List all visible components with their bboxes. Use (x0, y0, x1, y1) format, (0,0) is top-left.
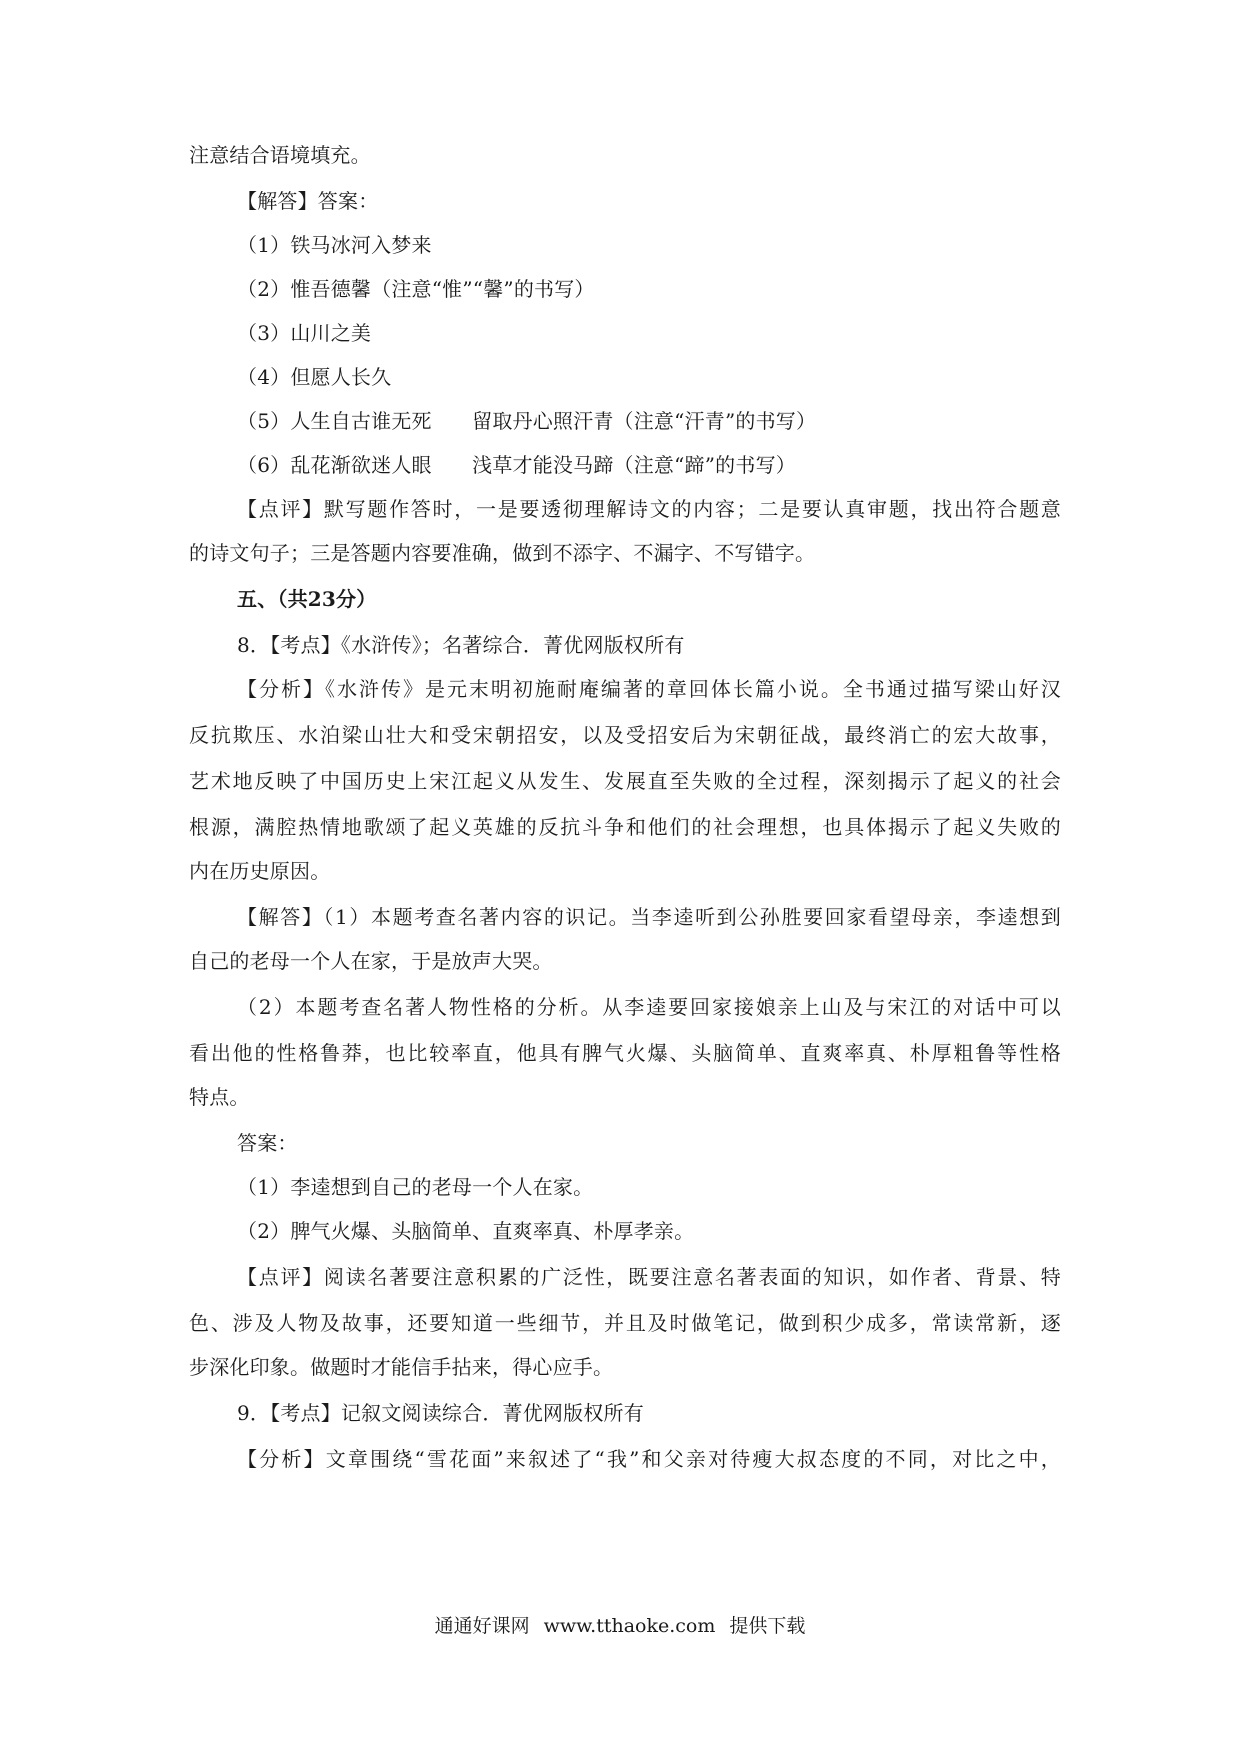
comment-paragraph: 【点评】阅读名著要注意积累的广泛性，既要注意名著表面的知识，如作者、背景、特 (237, 1265, 1061, 1289)
answer-heading: 【解答】答案： (237, 189, 379, 213)
list-item: （3）山川之美 (237, 321, 372, 345)
text-line: 的诗文句子；三是答题内容要准确，做到不添字、不漏字、不写错字。 (189, 541, 816, 565)
text-line: 注意结合语境填充。 (189, 143, 371, 167)
list-item: （6）乱花渐欲迷人眼 浅草才能没马蹄（注意“蹄”的书写） (237, 453, 796, 477)
section-heading: 五、（共23分） (237, 587, 377, 611)
answer-paragraph: 【解答】（1）本题考查名著内容的识记。当李逵听到公孙胜要回家看望母亲，李逵想到 (237, 905, 1061, 929)
text-line: 步深化印象。做题时才能信手拈来，得心应手。 (189, 1355, 614, 1379)
comment-paragraph: 【点评】默写题作答时，一是要透彻理解诗文的内容；二是要认真审题，找出符合题意 (237, 497, 1061, 521)
question-topic: 9．【考点】记叙文阅读综合．菁优网版权所有 (237, 1401, 644, 1425)
footer-site-name: 通通好课网 (434, 1615, 530, 1637)
list-item: （1）李逵想到自己的老母一个人在家。 (237, 1175, 594, 1199)
text-line: 自己的老母一个人在家，于是放声大哭。 (189, 949, 553, 973)
list-item: （5）人生自古谁无死 留取丹心照汗青（注意“汗青”的书写） (237, 409, 817, 433)
text-line: （2）本题考查名著人物性格的分析。从李逵要回家接娘亲上山及与宋江的对话中可以 (237, 995, 1061, 1019)
question-topic: 8．【考点】《水浒传》；名著综合．菁优网版权所有 (237, 633, 685, 657)
answer-heading: 答案： (237, 1131, 298, 1155)
text-line: 反抗欺压、水泊梁山壮大和受宋朝招安，以及受招安后为宋朝征战，最终消亡的宏大故事， (189, 723, 1061, 747)
analysis-paragraph: 【分析】《水浒传》是元末明初施耐庵编著的章回体长篇小说。全书通过描写梁山好汉 (237, 677, 1061, 701)
list-item: （4）但愿人长久 (237, 365, 392, 389)
text-line: 根源，满腔热情地歌颂了起义英雄的反抗斗争和他们的社会理想，也具体揭示了起义失败的 (189, 815, 1061, 839)
text-line: 特点。 (189, 1085, 250, 1109)
text-line: 色、涉及人物及故事，还要知道一些细节，并且及时做笔记，做到积少成多，常读常新，逐 (189, 1311, 1061, 1335)
list-item: （2）脾气火爆、头脑简单、直爽率真、朴厚孝亲。 (237, 1219, 695, 1243)
text-line: 艺术地反映了中国历史上宋江起义从发生、发展直至失败的全过程，深刻揭示了起义的社会 (189, 769, 1061, 793)
footer-suffix: 提供下载 (729, 1615, 806, 1637)
page-footer (0, 1611, 1240, 1641)
text-line: 看出他的性格鲁莽，也比较率直，他具有脾气火爆、头脑简单、直爽率真、朴厚粗鲁等性格 (189, 1041, 1061, 1065)
analysis-paragraph: 【分析】文章围绕“雪花面”来叙述了“我”和父亲对待瘦大叔态度的不同，对比之中， (237, 1447, 1061, 1471)
list-item: （2）惟吾德馨（注意“惟”“馨”的书写） (237, 277, 595, 301)
footer-url[interactable]: www.tthaoke.com (543, 1615, 716, 1637)
list-item: （1）铁马冰河入梦来 (237, 233, 432, 257)
text-line: 内在历史原因。 (189, 859, 331, 883)
